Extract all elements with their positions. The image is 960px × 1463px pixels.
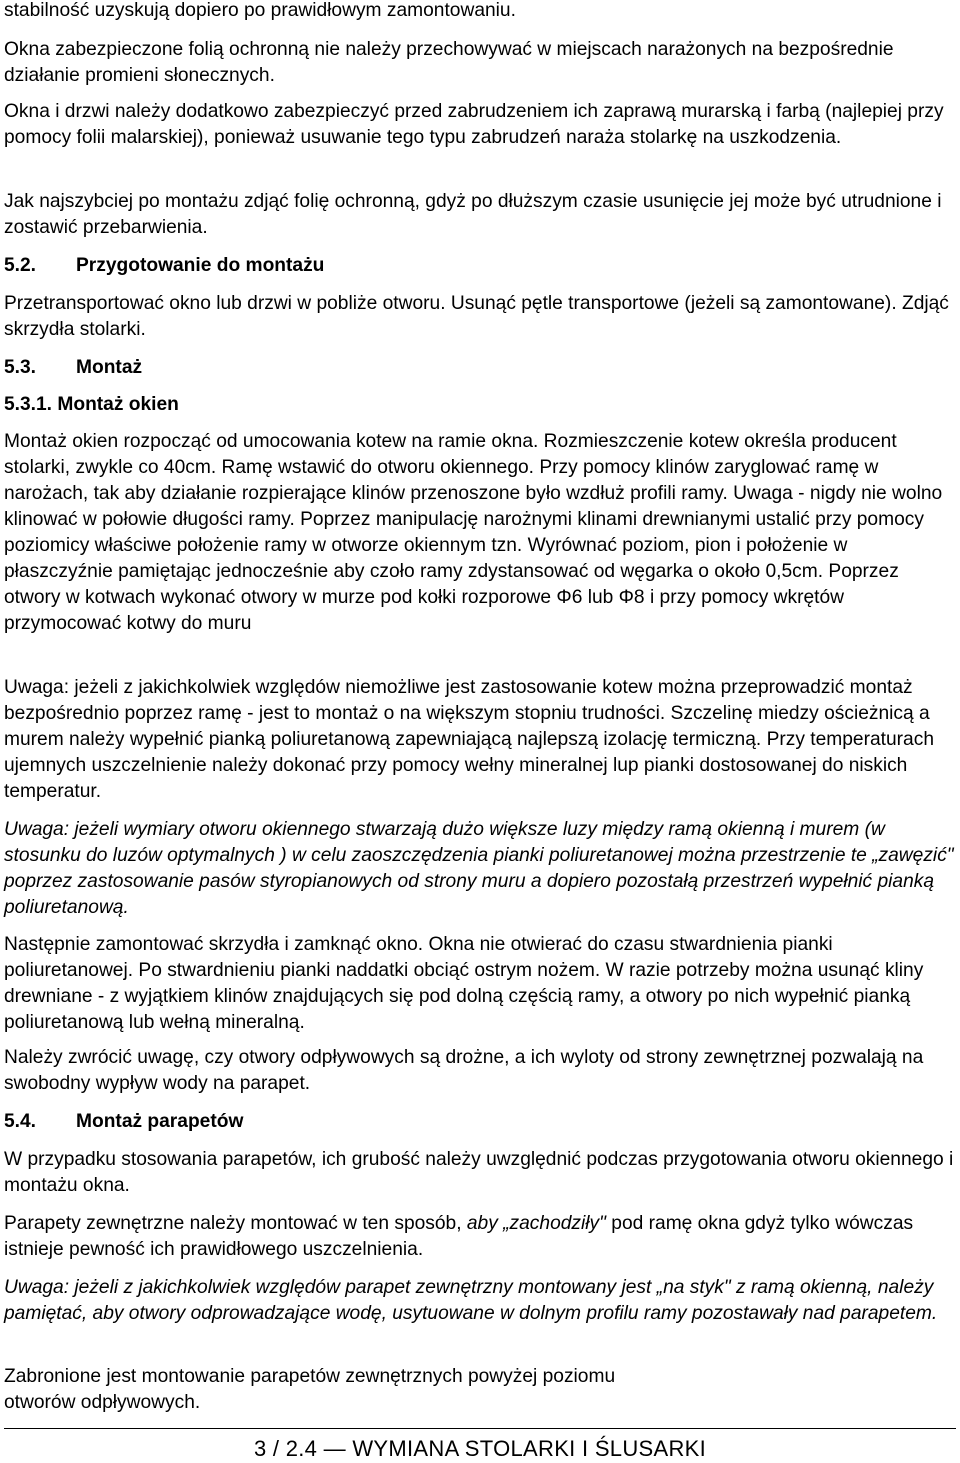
footer-page-number: 3 / 2.4 [253, 1436, 318, 1461]
paragraph-sill-external [4, 1211, 954, 1263]
footer-dash: — [323, 1436, 346, 1461]
paragraph-note-large-gaps: Uwaga: jeżeli wymiary otworu okiennego stwarzają dużo większe luzy między ramą okienną i murem (w stosunku do luzów optymalnych ) w celu zaoszczędzenia pianki poliuretanowej można przestrzenie te „zawęzić" poprzez zastosowanie pasów styropianowych od strony muru a dopiero pozostałą przestrzeń wypełnić pianką poliuretanową. [4, 819, 954, 918]
paragraph-stability: stabilność uzyskują dopiero po prawidłowym zamontowaniu. [4, 0, 516, 21]
heading-5-3-1 [4, 392, 179, 418]
heading-5-2 [4, 253, 324, 279]
paragraph-remove-foil: Jak najszybciej po montażu zdjąć folię ochronną, gdyż po dłuższym czasie usunięcie jej może być utrudnione i zostawić przebarwienia. [4, 191, 942, 238]
heading-title: Montaż parapetów [76, 1111, 244, 1132]
footer-divider [4, 1428, 956, 1429]
heading-number: 5.4. [4, 1111, 37, 1132]
heading-title: Montaż [76, 357, 143, 378]
paragraph-sashes: Następnie zamontować skrzydła i zamknąć okno. Okna nie otwierać do czasu stwardnienia pianki poliuretanowej. Po stwardnieniu pianki naddatki obciąć ostrym nożem. W razie potrzeby można usunąć kliny drewniane - z wyjątkiem klinów znajdujących się pod dolną częścią ramy, a otwory po nich wypełnić pianką poliuretanową lub wełną mineralną. [4, 934, 924, 1033]
heading-title: Montaż okien [57, 394, 179, 415]
footer-title: WYMIANA STOLARKI I ŚLUSARKI [352, 1436, 707, 1461]
paragraph-drainage: Należy zwrócić uwagę, czy otwory odpływowych są drożne, a ich wyloty od strony zewnętrznej pozwalają na swobodny wypływ wody na parapet. [4, 1047, 924, 1094]
text-line: otworów odpływowych. [4, 1392, 201, 1413]
heading-5-4 [4, 1109, 243, 1135]
paragraph-protection: Okna i drzwi należy dodatkowo zabezpieczyć przed zabrudzeniem ich zaprawą murarską i farbą (najlepiej przy pomocy folii malarskiej), ponieważ usuwanie tego typu zabrudzeń naraża stolarkę na uszkodzenia. [4, 101, 944, 148]
paragraph-foil-storage: Okna zabezpieczone folią ochronną nie należy przechowywać w miejscach narażonych na bezpośrednie działanie promieni słonecznych. [4, 39, 894, 86]
paragraph-window-mounting: Montaż okien rozpocząć od umocowania kotew na ramie okna. Rozmieszczenie kotew określa producent stolarki, zwykle co 40cm. Ramę wstawić do otworu okiennego. Przy pomocy klinów zaryglować ramę w narożach, tak aby działanie rozpierające klinów przenoszone było wzdłuż profili ramy. Uwaga - nigdy nie wolno klinować w połowie długości ramy. Poprzez manipulację narożnymi klinami drewnianymi ustalić przy pomocy poziomicy właściwe położenie ramy w otworze okiennym tzn. Wyrównać poziom, pion i położenie w płaszczyźnie pamiętając jednocześnie aby czoło ramy zdystansować od węgarka o około 0,5cm. Poprzez otwory w kotwach wykonać otwory w murze pod kołki rozporowe Φ6 lub Φ8 i przy pomocy wkrętów przymocować kotwy do muru [4, 431, 943, 634]
heading-title: Przygotowanie do montażu [76, 255, 325, 276]
heading-number: 5.3.1. [4, 394, 53, 415]
paragraph-transport: Przetransportować okno lub drzwi w pobliże otworu. Usunąć pętle transportowe (jeżeli są zamontowane). Zdjąć skrzydła stolarki. [4, 293, 949, 340]
heading-number: 5.3. [4, 357, 37, 378]
paragraph-sill-thickness: W przypadku stosowania parapetów, ich grubość należy uwzględnić podczas przygotowania otworu okiennego i montażu okna. [4, 1149, 954, 1196]
text-run-italic: aby „zachodziły" [466, 1213, 606, 1234]
paragraph-note-sill-flush: Uwaga: jeżeli z jakichkolwiek względów parapet zewnętrzny montowany jest „na styk" z ramą okienną, należy pamiętać, aby otwory odprowadzające wodę, usytuowane w dolnym profilu ramy pozostawały nad parapetem. [4, 1277, 938, 1324]
text-run: Parapety zewnętrzne należy montować w ten sposób, [4, 1213, 467, 1234]
text-run: pod ramę okna gdyż tylko wówczas istnieje pewność ich prawidłowego uszczelnienia. [4, 1213, 914, 1260]
text-line: Zabronione jest montowanie parapetów zewnętrznych powyżej poziomu [4, 1366, 616, 1387]
paragraph-note-no-anchors: Uwaga: jeżeli z jakichkolwiek względów niemożliwe jest zastosowanie kotew można przeprowadzić montaż bezpośrednio poprzez ramę - jest to montaż o na większym stopniu trudności. Szczelinę miedzy ościeżnicą a murem należy wypełnić pianką poliuretanową zapewniającą najlepszą izolację termiczną. Przy temperaturach ujemnych uszczelnienie należy dokonać przy pomocy wełny mineralnej lup pianki dostosowanej do niskich temperatur. [4, 677, 934, 802]
page-footer [0, 1436, 960, 1462]
heading-5-3 [4, 355, 142, 381]
heading-number: 5.2. [4, 255, 37, 276]
paragraph-sill-forbidden [4, 1364, 954, 1416]
